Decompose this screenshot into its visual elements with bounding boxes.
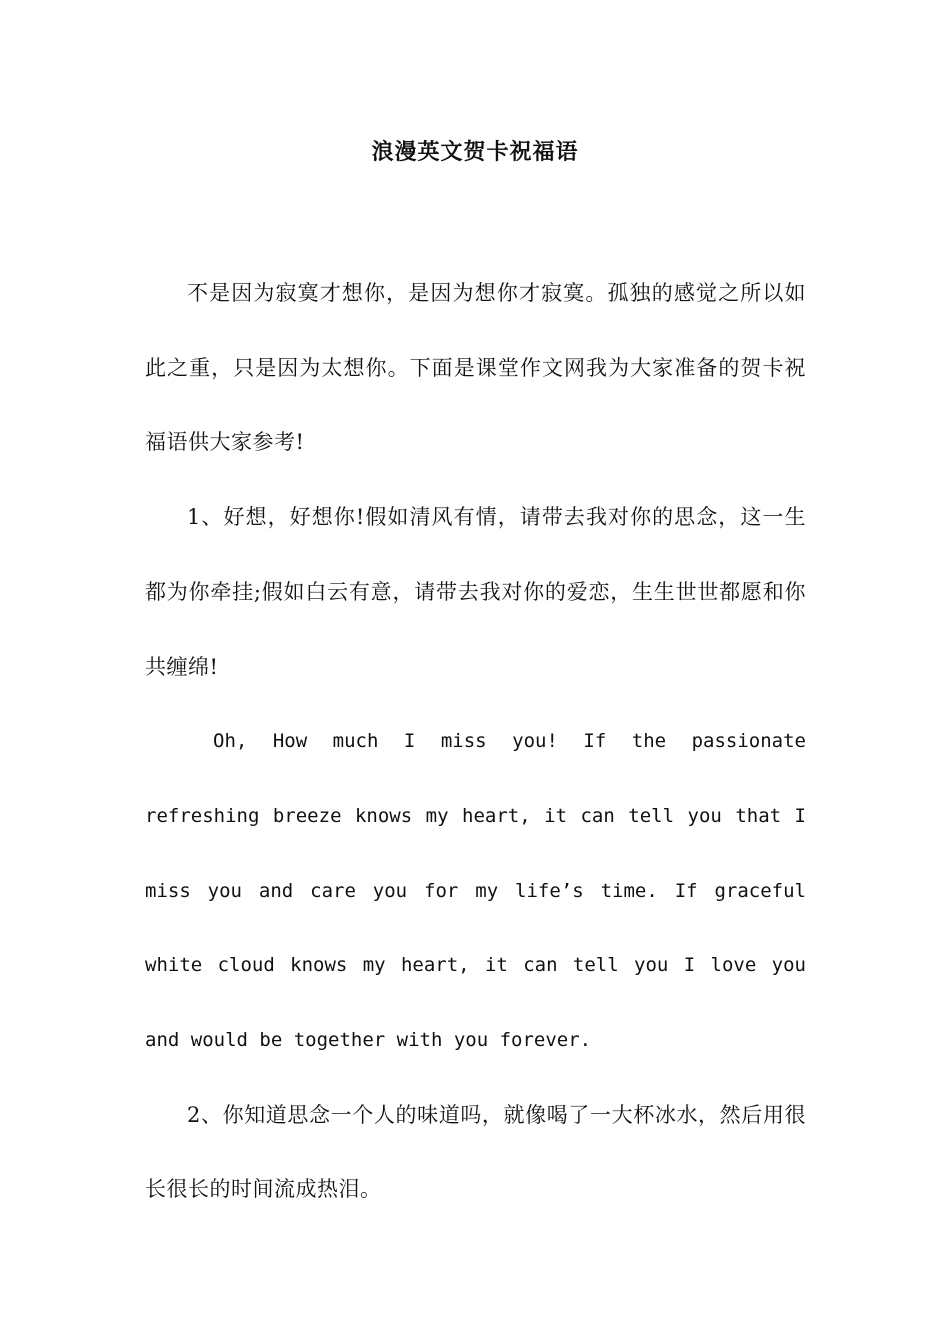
document-title: 浪漫英文贺卡祝福语 (371, 139, 579, 165)
document-body (145, 256, 806, 1227)
greeting-2-chinese: 2、你知道思念一个人的味道吗，就像喝了一大杯冰水，然后用很长很长的时间流成热泪。 (145, 1102, 806, 1202)
intro-paragraph: 不是因为寂寞才想你，是因为想你才寂寞。孤独的感觉之所以如此之重，只是因为太想你。下面是课堂作文网我为大家准备的贺卡祝福语供大家参考! (145, 281, 806, 455)
greeting-1-english: Oh, How much I miss you! If the passionate refreshing breeze knows my heart, it can tell you that I miss you and care you for my life’s time. If graceful white cloud knows my heart, it can tell you I love you and would be together with you forever. (145, 730, 806, 1052)
greeting-1-chinese: 1、好想，好想你!假如清风有情，请带去我对你的思念，这一生都为你牵挂;假如白云有意，请带去我对你的爱恋，生生世世都愿和你共缠绵! (145, 505, 806, 679)
